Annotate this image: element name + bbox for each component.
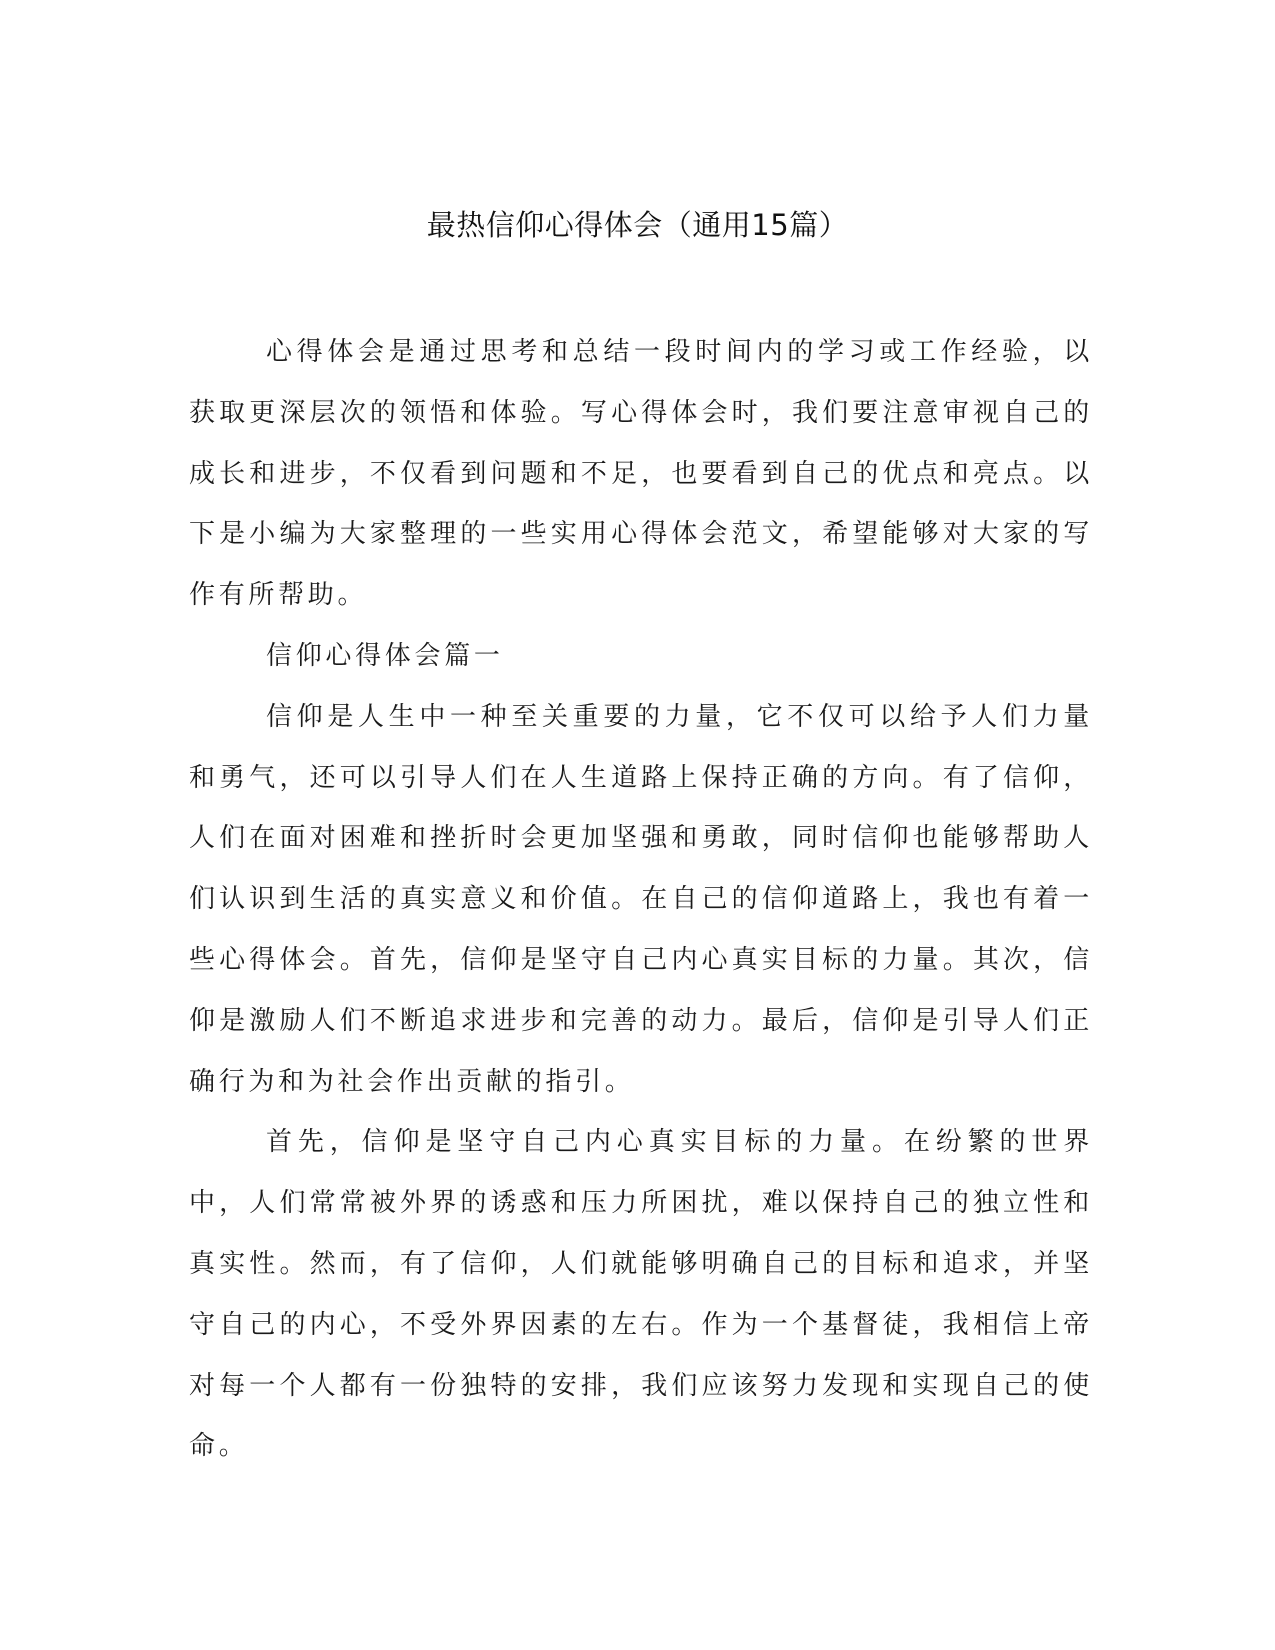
document-title: 最热信仰心得体会（通用15篇） — [426, 208, 849, 242]
body-paragraph-2: 首先，信仰是坚守自己内心真实目标的力量。在纷繁的世界中，人们常常被外界的诱惑和压力所困扰，难以保持自己的独立性和真实性。然而，有了信仰，人们就能够明确自己的目标和追求，并坚守自己的内心，不受外界因素的左右。作为一个基督徒，我相信上帝对每一个人都有一份独特的安排，我们应该努力发现和实现自己的使命。 — [189, 1127, 1093, 1462]
body-paragraph-1: 信仰是人生中一种至关重要的力量，它不仅可以给予人们力量和勇气，还可以引导人们在人生道路上保持正确的方向。有了信仰，人们在面对困难和挫折时会更加坚强和勇敢，同时信仰也能够帮助人们认识到生活的真实意义和价值。在自己的信仰道路上，我也有着一些心得体会。首先，信仰是坚守自己内心真实目标的力量。其次，信仰是激励人们不断追求进步和完善的动力。最后，信仰是引导人们正确行为和为社会作出贡献的指引。 — [189, 701, 1093, 1097]
section-heading: 信仰心得体会篇一 — [266, 640, 504, 671]
intro-paragraph: 心得体会是通过思考和总结一段时间内的学习或工作经验，以获取更深层次的领悟和体验。写心得体会时，我们要注意审视自己的成长和进步，不仅看到问题和不足，也要看到自己的优点和亮点。以下是小编为大家整理的一些实用心得体会范文，希望能够对大家的写作有所帮助。 — [189, 337, 1093, 611]
document-body — [189, 322, 1093, 1477]
